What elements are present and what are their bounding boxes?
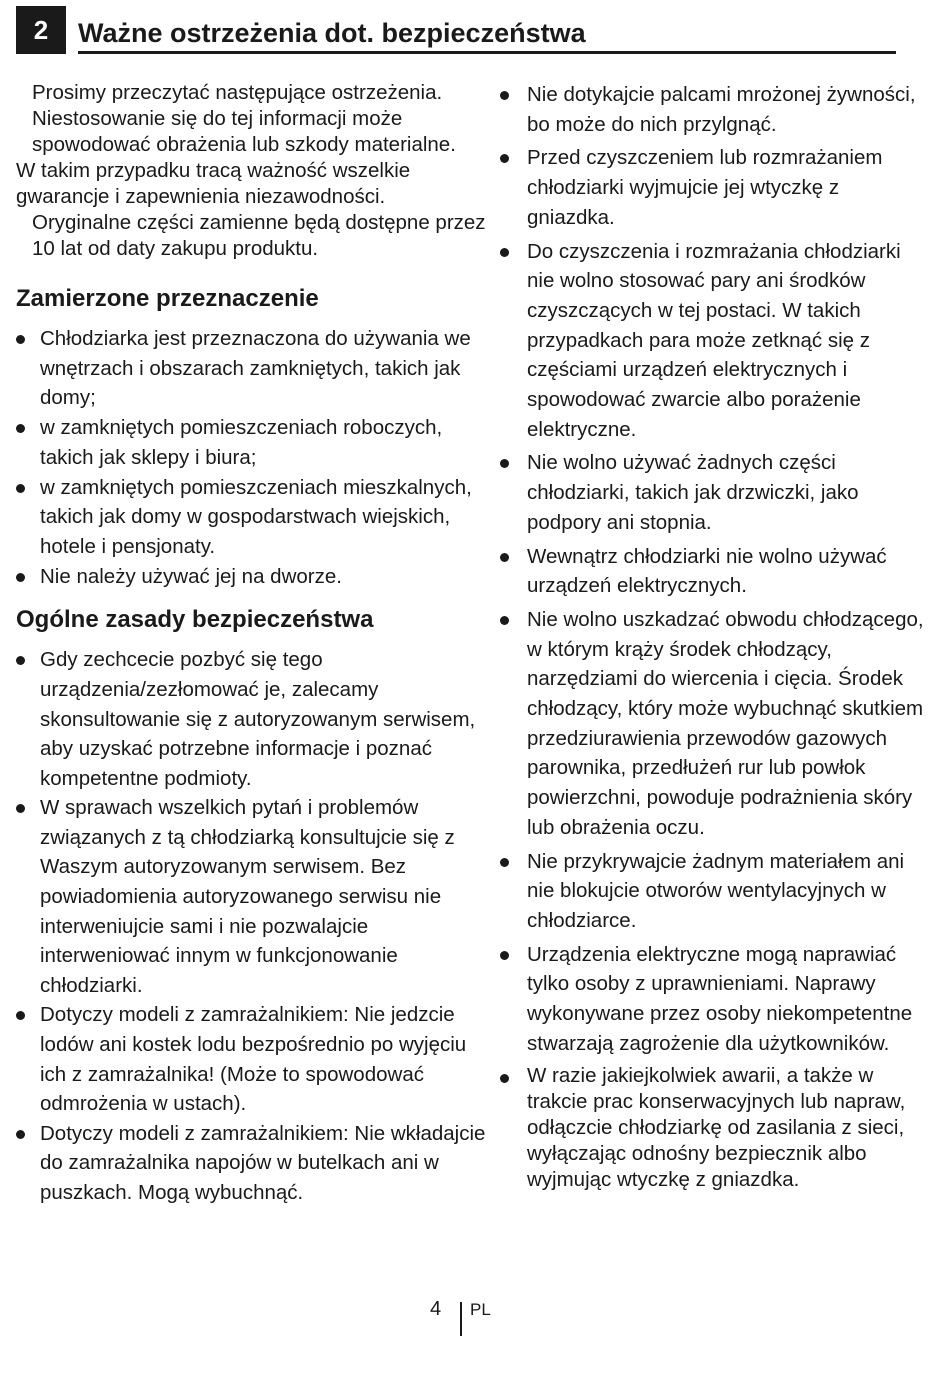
section-number: 2 xyxy=(16,6,66,54)
intro-text xyxy=(16,80,486,262)
intro-paragraph: Prosimy przeczytać następujące ostrzeżenia. Niestosowanie się do tej informacji może spowodować obrażenia lub szkody materialne. xyxy=(32,81,456,156)
bullet-icon xyxy=(500,91,509,100)
bullet-icon xyxy=(16,1011,25,1020)
intro-paragraph: Oryginalne części zamienne będą dostępne przez 10 lat od daty zakupu produktu. xyxy=(32,211,486,260)
bullet-icon xyxy=(16,484,25,493)
bullet-icon xyxy=(500,553,509,562)
list-item: Gdy zechcecie pozbyć się tego urządzenia/zezłomować je, zalecamy skonsultowanie się z autoryzowanym serwisem, aby uzyskać potrzebne informacje i poznać kompetentne podmioty. xyxy=(16,645,486,793)
bullet-icon xyxy=(16,804,25,813)
language-code: PL xyxy=(470,1300,491,1319)
list-item: Urządzenia elektryczne mogą naprawiać tylko osoby z uprawnieniami. Naprawy wykonywane przez osoby niekompetentne stwarzają zagrożenie dla użytkowników. xyxy=(500,940,930,1059)
bullet-icon xyxy=(16,573,25,582)
intro-paragraph: W takim przypadku tracą ważność wszelkie gwarancje i zapewnienia niezawodności. xyxy=(16,159,411,208)
list-item: Nie przykrywajcie żadnym materiałem ani nie blokujcie otworów wentylacyjnych w chłodziarce. xyxy=(500,847,930,936)
bullet-icon xyxy=(16,656,25,665)
page-number: 4 xyxy=(430,1298,442,1320)
list-item: Dotyczy modeli z zamrażalnikiem: Nie jedzcie lodów ani kostek lodu bezpośrednio po wyjęciu ich z zamrażalnika! (Może to spowodować odmrożenia w ustach). xyxy=(16,1000,486,1118)
list-item: Nie dotykajcie palcami mrożonej żywności, bo może do nich przylgnąć. xyxy=(500,80,930,139)
intended-use-heading: Zamierzone przeznaczenie xyxy=(16,285,319,312)
bullet-icon xyxy=(16,1130,25,1139)
bullet-icon xyxy=(16,424,25,433)
bullet-icon xyxy=(500,858,509,867)
bullet-icon xyxy=(16,335,25,344)
bullet-icon xyxy=(500,154,509,163)
list-item: Nie wolno używać żadnych części chłodziarki, takich jak drzwiczki, jako podpory ani stopnia. xyxy=(500,448,930,537)
safety-list-continued xyxy=(500,80,930,1193)
bullet-icon xyxy=(500,248,509,257)
list-item: Do czyszczenia i rozmrażania chłodziarki nie wolno stosować pary ani środków czyszczących w tej postaci. W takich przypadkach para może zetknąć się z częściami urządzeń elektrycznych i spowodować zwarcie albo porażenie elektryczne. xyxy=(500,237,930,445)
bullet-icon xyxy=(500,951,509,960)
header-rule xyxy=(78,51,896,54)
list-item: Chłodziarka jest przeznaczona do używania we wnętrzach i obszarach zamkniętych, takich jak domy; xyxy=(16,324,486,413)
section-title: Ważne ostrzeżenia dot. bezpieczeństwa xyxy=(78,18,586,48)
list-item: Nie wolno uszkadzać obwodu chłodzącego, w którym krąży środek chłodzący, narzędziami do wiercenia i cięcia. Środek chłodzący, który może wybuchnąć skutkiem przedziurawienia przewodów gazowych parownika, przedłużeń rur lub powłok powierzchni, powoduje podrażnienia skóry lub obrażenia oczu. xyxy=(500,605,930,843)
general-safety-list xyxy=(16,645,486,1207)
section-header xyxy=(16,6,896,54)
bullet-icon xyxy=(500,616,509,625)
general-safety-heading: Ogólne zasady bezpieczeństwa xyxy=(16,606,374,634)
list-item: w zamkniętych pomieszczeniach roboczych, takich jak sklepy i biura; xyxy=(16,413,486,472)
list-item: Przed czyszczeniem lub rozmrażaniem chłodziarki wyjmujcie jej wtyczkę z gniazdka. xyxy=(500,143,930,232)
list-item: W razie jakiejkolwiek awarii, a także w trakcie prac konserwacyjnych lub napraw, odłączcie chłodziarkę od zasilania z sieci, wyłączając odnośny bezpiecznik albo wyjmując wtyczkę z gniazdka. xyxy=(500,1063,930,1193)
bullet-icon xyxy=(500,1074,509,1083)
list-item: w zamkniętych pomieszczeniach mieszkalnych, takich jak domy w gospodarstwach wiejskich, hotele i pensjonaty. xyxy=(16,473,486,562)
list-item: Wewnątrz chłodziarki nie wolno używać urządzeń elektrycznych. xyxy=(500,542,930,601)
list-item: W sprawach wszelkich pytań i problemów związanych z tą chłodziarką konsultujcie się z Waszym autoryzowanym serwisem. Bez powiadomienia autoryzowanego serwisu nie interweniujcie sami i nie pozwalajcie interweniować innym w funkcjonowanie chłodziarki. xyxy=(16,793,486,1000)
left-column xyxy=(16,80,486,1208)
bullet-icon xyxy=(500,459,509,468)
footer-divider xyxy=(460,1302,462,1336)
list-item: Nie należy używać jej na dworze. xyxy=(16,562,486,592)
intended-use-list xyxy=(16,324,486,591)
list-item: Dotyczy modeli z zamrażalnikiem: Nie wkładajcie do zamrażalnika napojów w butelkach ani w puszkach. Mogą wybuchnąć. xyxy=(16,1119,486,1208)
right-column xyxy=(500,80,930,1193)
